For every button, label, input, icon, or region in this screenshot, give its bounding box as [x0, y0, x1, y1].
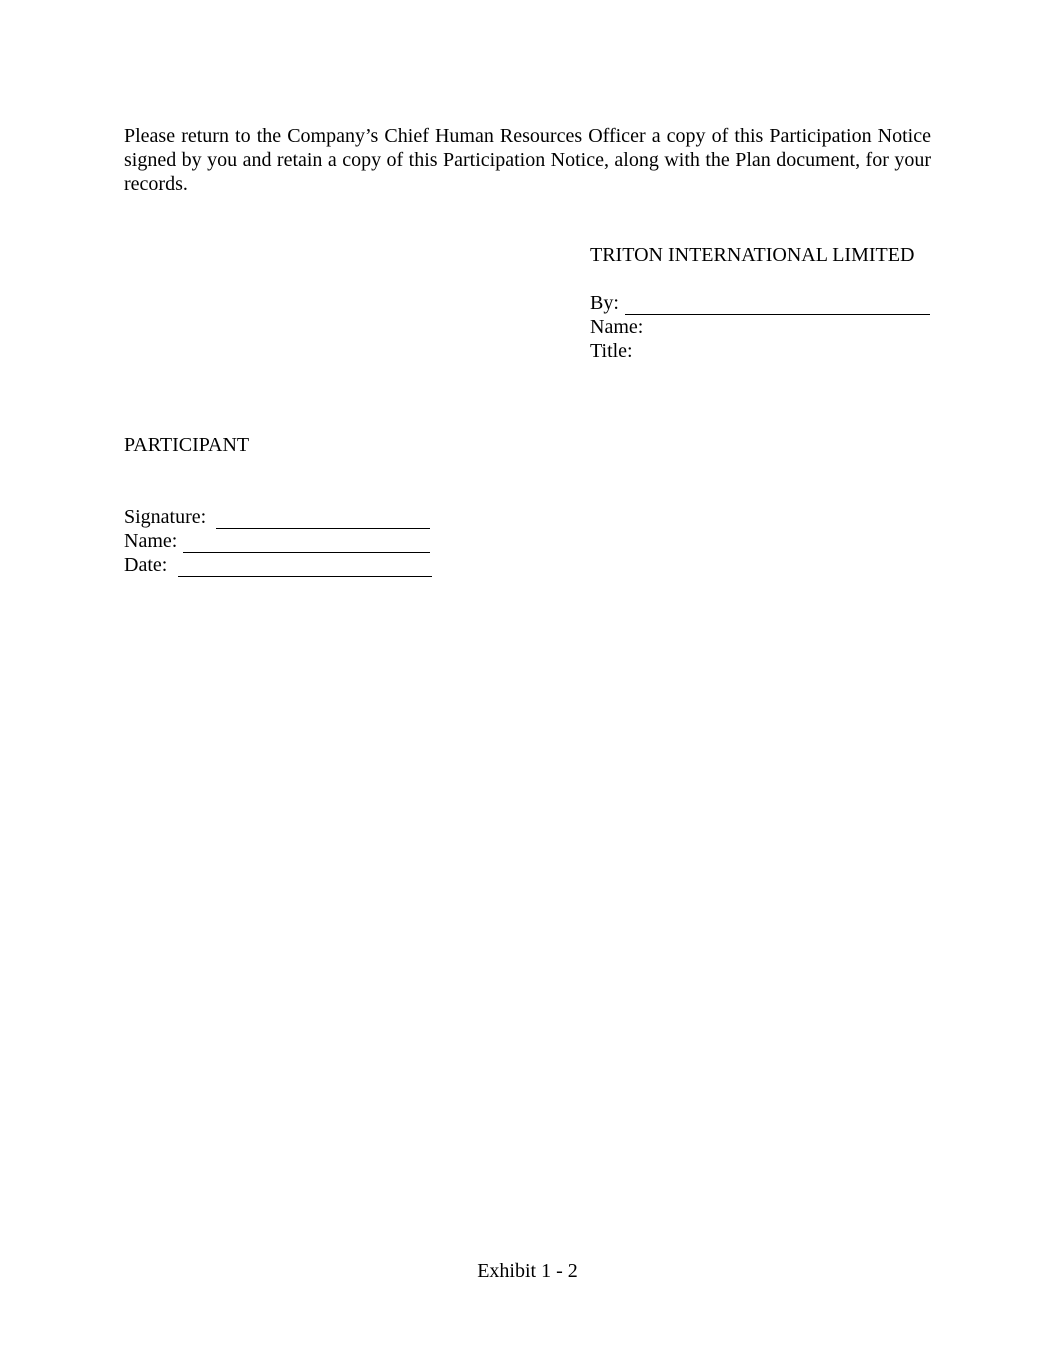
company-by-row	[590, 291, 931, 315]
company-by-label: By:	[590, 292, 619, 314]
company-signature-block	[590, 243, 931, 362]
company-title-label: Title:	[590, 340, 633, 362]
participant-signature-block	[124, 433, 444, 576]
participant-fields	[124, 505, 444, 577]
participant-date-label: Date:	[124, 554, 168, 576]
participant-signature-label: Signature:	[124, 506, 207, 528]
participant-name-label: Name:	[124, 530, 178, 552]
company-fields	[590, 291, 931, 363]
participant-date-row	[124, 553, 444, 577]
participant-name-line	[183, 532, 430, 553]
participant-signature-line	[216, 508, 430, 529]
participant-signature-row	[124, 505, 444, 529]
company-name-label: Name:	[590, 316, 644, 338]
company-name: TRITON INTERNATIONAL LIMITED	[590, 244, 915, 266]
participant-date-line	[178, 556, 432, 577]
participant-heading: PARTICIPANT	[124, 434, 250, 456]
participant-name-row	[124, 529, 444, 553]
company-title-row	[590, 339, 931, 363]
page-footer: Exhibit 1 - 2	[477, 1260, 578, 1282]
company-by-signature-line	[625, 294, 930, 315]
intro-paragraph: Please return to the Company’s Chief Human Resources Officer a copy of this Participation Notice signed by you and retain a copy of this Participation Notice, along with the Plan document, for your records.	[124, 125, 931, 195]
company-name-row	[590, 315, 931, 339]
